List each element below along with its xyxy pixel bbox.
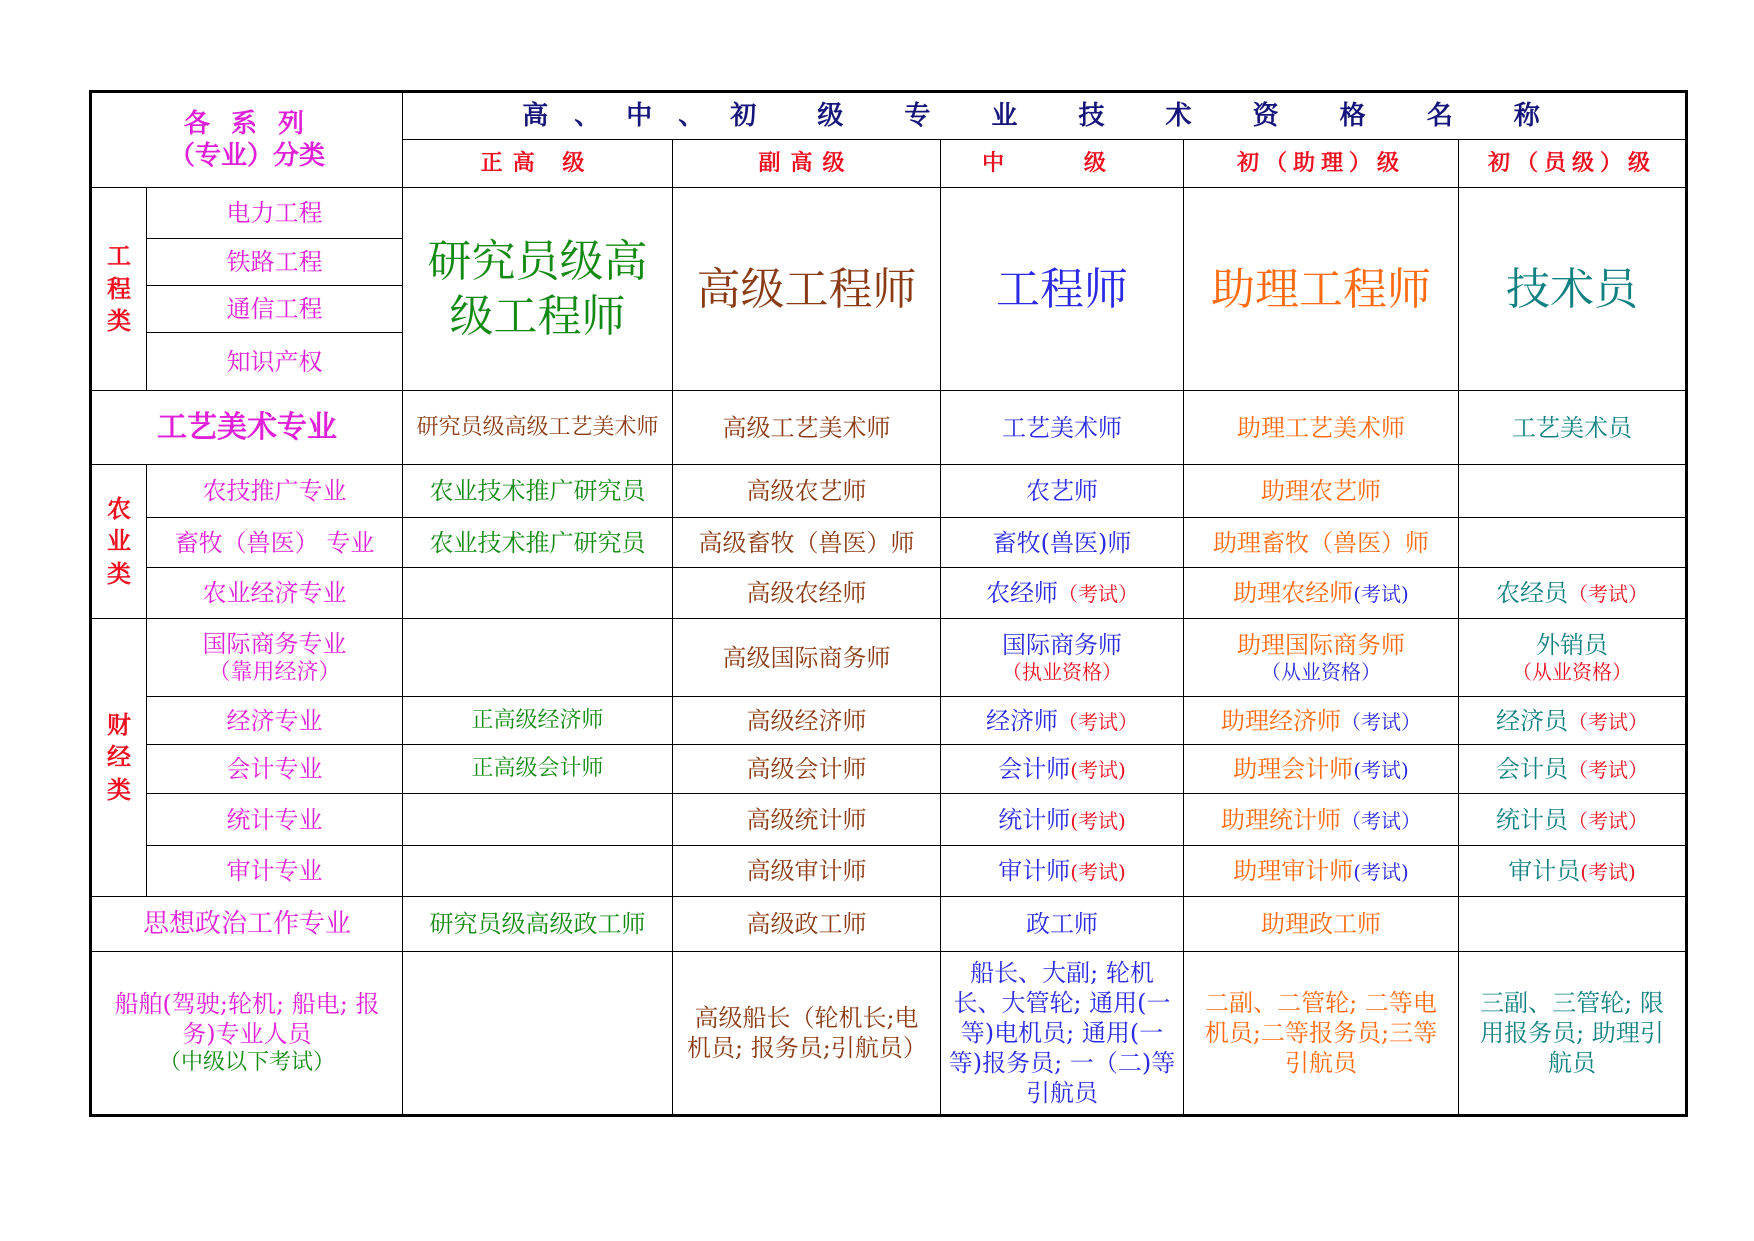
title-eng-assistant: 助理工程师 <box>1184 188 1459 391</box>
sub-animal-husbandry: 畜牧（兽医） 专业 <box>147 518 403 568</box>
title-husbandry-senior: 农业技术推广研究员 <box>403 518 673 568</box>
exam-note: (考试) <box>1070 758 1126 782</box>
exam-note: （考试） <box>1341 808 1422 833</box>
intl-intermediate-note: （执业资格） <box>1002 660 1123 684</box>
sub-intellectual-property: 知识产权 <box>147 333 403 391</box>
group-label-ship <box>91 952 403 1116</box>
ship-label-line1: 船舶(驾驶;轮机; 船电; 报 <box>114 990 380 1019</box>
title-econ-senior: 正高级经济师 <box>403 697 673 745</box>
title-ship-junior: 三副、三管轮; 限用报务员; 助理引航员 <box>1459 952 1687 1116</box>
title-agri-ext-senior: 农业技术推广研究员 <box>403 465 673 518</box>
sub-railway-engineering: 铁路工程 <box>147 239 403 286</box>
title-acct-intermediate: 会计师(考试) <box>941 745 1184 794</box>
exam-note: (考试) <box>1580 860 1636 884</box>
sub-statistics: 统计专业 <box>147 794 403 846</box>
title-agri-ext-junior <box>1459 465 1687 518</box>
exam-note: (考试) <box>1353 758 1409 782</box>
title-agri-econ-assistant: 助理农经师(考试) <box>1184 568 1459 619</box>
intl-junior-note: （从业资格） <box>1512 660 1633 684</box>
sub-telecom-engineering: 通信工程 <box>147 286 403 333</box>
title-eng-junior: 技术员 <box>1459 188 1687 391</box>
main-title: 高、中、初 级 专 业 技 术 资 格 名 称 <box>403 92 1687 140</box>
title-eng-associate-senior: 高级工程师 <box>673 188 941 391</box>
title-econ-associate-senior: 高级经济师 <box>673 697 941 745</box>
title-arts-associate-senior: 高级工艺美术师 <box>673 391 941 465</box>
title-husbandry-junior <box>1459 518 1687 568</box>
title-stat-intermediate: 统计师(考试) <box>941 794 1184 846</box>
title-acct-assistant: 助理会计师(考试) <box>1184 745 1459 794</box>
level-header-senior: 正高 级 <box>403 140 673 188</box>
title-audit-associate-senior: 高级审计师 <box>673 846 941 897</box>
title-acct-junior: 会计员（考试） <box>1459 745 1687 794</box>
title-stat-junior: 统计员（考试） <box>1459 794 1687 846</box>
title-agri-econ-senior <box>403 568 673 619</box>
level-header-junior: 初（员级）级 <box>1459 140 1687 188</box>
title-agri-ext-assistant: 助理农艺师 <box>1184 465 1459 518</box>
exam-note: （考试） <box>1058 709 1139 734</box>
title-econ-assistant: 助理经济师（考试） <box>1184 697 1459 745</box>
group-label-finance: 财经类 <box>91 619 147 897</box>
title-stat-senior <box>403 794 673 846</box>
exam-note: (考试) <box>1353 860 1409 884</box>
intl-assistant-note: （从业资格） <box>1261 660 1382 684</box>
title-eng-intermediate: 工程师 <box>941 188 1184 391</box>
title-ship-senior <box>403 952 673 1116</box>
ship-label-note: （中级以下考试） <box>159 1050 336 1076</box>
ship-label-line2: 务)专业人员 <box>182 1020 312 1049</box>
sub-audit: 审计专业 <box>147 846 403 897</box>
title-husbandry-assistant: 助理畜牧（兽医）师 <box>1184 518 1459 568</box>
title-intl-assistant: 助理国际商务师 （从业资格） <box>1184 619 1459 697</box>
title-intl-intermediate: 国际商务师 （执业资格） <box>941 619 1184 697</box>
title-arts-assistant: 助理工艺美术师 <box>1184 391 1459 465</box>
group-label-arts: 工艺美术专业 <box>91 391 403 465</box>
level-header-intermediate: 中 级 <box>941 140 1184 188</box>
exam-note: （考试） <box>1341 709 1422 734</box>
title-intl-junior: 外销员 （从业资格） <box>1459 619 1687 697</box>
title-pol-junior <box>1459 897 1687 952</box>
sub-intl-business-note: （靠用经济） <box>208 659 341 685</box>
title-husbandry-associate-senior: 高级畜牧（兽医）师 <box>673 518 941 568</box>
title-pol-assistant: 助理政工师 <box>1184 897 1459 952</box>
title-audit-junior: 审计员(考试) <box>1459 846 1687 897</box>
title-audit-senior <box>403 846 673 897</box>
title-stat-associate-senior: 高级统计师 <box>673 794 941 846</box>
title-ship-intermediate: 船长、大副; 轮机长、大管轮; 通用(一等)电机员; 通用(一等)报务员; 一（二)等引航员 <box>941 952 1184 1116</box>
exam-note: （考试） <box>1568 758 1649 782</box>
title-agri-econ-junior: 农经员（考试） <box>1459 568 1687 619</box>
title-acct-senior: 正高级会计师 <box>403 745 673 794</box>
level-header-associate-senior: 副高级 <box>673 140 941 188</box>
title-pol-intermediate: 政工师 <box>941 897 1184 952</box>
exam-note: (考试) <box>1070 808 1126 833</box>
title-husbandry-intermediate: 畜牧(兽医)师 <box>941 518 1184 568</box>
title-arts-intermediate: 工艺美术师 <box>941 391 1184 465</box>
title-ship-associate-senior: 高级船长（轮机长;电机员; 报务员;引航员） <box>673 952 941 1116</box>
title-acct-associate-senior: 高级会计师 <box>673 745 941 794</box>
sub-power-engineering: 电力工程 <box>147 188 403 239</box>
title-agri-ext-associate-senior: 高级农艺师 <box>673 465 941 518</box>
group-label-politics: 思想政治工作专业 <box>91 897 403 952</box>
qualification-table <box>89 90 1688 1117</box>
sub-economics: 经济专业 <box>147 697 403 745</box>
title-arts-junior: 工艺美术员 <box>1459 391 1687 465</box>
group-label-engineering: 工程类 <box>91 188 147 391</box>
title-agri-ext-intermediate: 农艺师 <box>941 465 1184 518</box>
title-econ-intermediate: 经济师（考试） <box>941 697 1184 745</box>
sub-intl-business: 国际商务专业 （靠用经济） <box>147 619 403 697</box>
group-label-agriculture: 农业类 <box>91 465 147 619</box>
exam-note: （考试） <box>1058 582 1139 606</box>
title-agri-econ-associate-senior: 高级农经师 <box>673 568 941 619</box>
category-header-cell <box>91 92 403 188</box>
title-stat-assistant: 助理统计师（考试） <box>1184 794 1459 846</box>
title-pol-senior: 研究员级高级政工师 <box>403 897 673 952</box>
exam-note: (考试) <box>1070 860 1126 884</box>
title-intl-senior <box>403 619 673 697</box>
exam-note: （考试） <box>1568 582 1649 606</box>
sub-agri-economics: 农业经济专业 <box>147 568 403 619</box>
exam-note: （考试） <box>1568 709 1649 734</box>
sub-agri-extension: 农技推广专业 <box>147 465 403 518</box>
title-audit-assistant: 助理审计师(考试) <box>1184 846 1459 897</box>
title-eng-senior: 研究员级高级工程师 <box>403 188 673 391</box>
exam-note: (考试) <box>1353 582 1409 606</box>
title-intl-associate-senior: 高级国际商务师 <box>673 619 941 697</box>
title-agri-econ-intermediate: 农经师（考试） <box>941 568 1184 619</box>
category-header-line1: 各 系 列 <box>183 108 311 139</box>
exam-note: （考试） <box>1568 808 1649 833</box>
level-header-assistant: 初（助理）级 <box>1184 140 1459 188</box>
title-econ-junior: 经济员（考试） <box>1459 697 1687 745</box>
title-ship-assistant: 二副、二管轮; 二等电机员;二等报务员;三等引航员 <box>1184 952 1459 1116</box>
title-arts-senior: 研究员级高级工艺美术师 <box>403 391 673 465</box>
category-header-line2: （专业）分类 <box>169 141 326 171</box>
title-pol-associate-senior: 高级政工师 <box>673 897 941 952</box>
sub-accounting: 会计专业 <box>147 745 403 794</box>
title-audit-intermediate: 审计师(考试) <box>941 846 1184 897</box>
